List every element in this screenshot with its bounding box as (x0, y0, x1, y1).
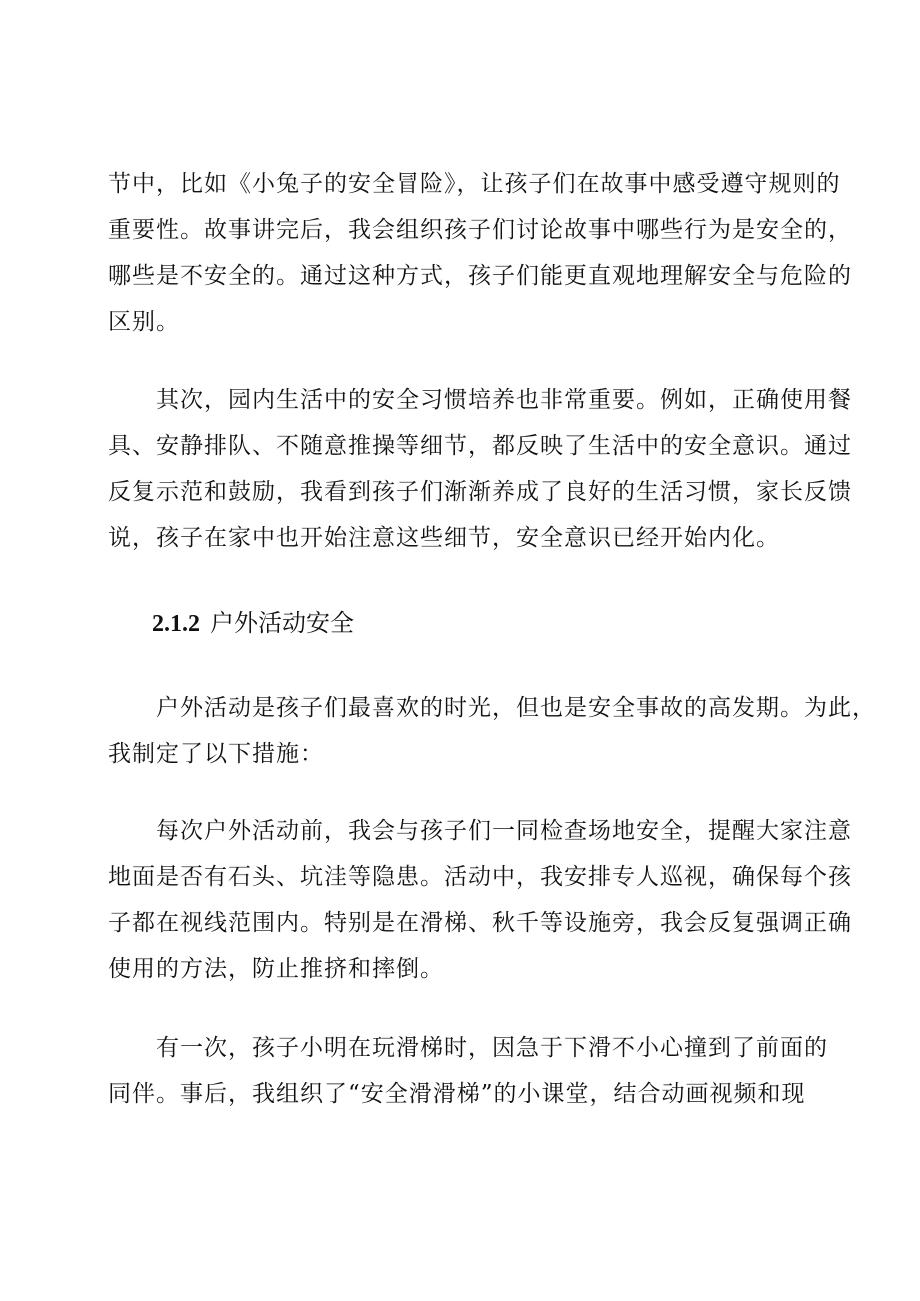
text-line: 有一次，孩子小明在玩滑梯时，因急于下滑不小心撞到了前面的 (108, 1035, 828, 1061)
text-line: 户外活动是孩子们最喜欢的时光，但也是安全事故的高发期。为此， (108, 695, 876, 721)
text-line: 说，孩子在家中也开始注意这些细节，安全意识已经开始内化。 (108, 525, 780, 551)
text-line: 地面是否有石头、坑洼等隐患。活动中，我安排专人巡视，确保每个孩 (108, 864, 852, 890)
text-line: 使用的方法，防止推挤和摔倒。 (108, 956, 444, 982)
text-line: 同伴。事后，我组织了“安全滑滑梯”的小课堂，结合动画视频和现 (108, 1081, 806, 1107)
text-line: 节中，比如《小兔子的安全冒险》，让孩子们在故事中感受遵守规则的 (108, 171, 841, 197)
text-line: 子都在视线范围内。特别是在滑梯、秋千等设施旁，我会反复强调正确 (108, 910, 852, 936)
section-heading (152, 600, 354, 647)
text-line: 我制定了以下措施： (108, 741, 324, 767)
paragraph-habits (108, 377, 852, 561)
section-number: 2.1.2 (152, 611, 200, 637)
text-line: 重要性。故事讲完后，我会组织孩子们讨论故事中哪些行为是安全的， (108, 217, 852, 243)
paragraph-incident (108, 1025, 828, 1117)
text-line: 区别。 (108, 309, 180, 335)
paragraph-story (108, 161, 852, 345)
paragraph-outdoor-intro (108, 685, 876, 777)
paragraph-outdoor-measures (108, 808, 852, 992)
text-line: 其次，园内生活中的安全习惯培养也非常重要。例如，正确使用餐 (108, 387, 852, 413)
text-line: 具、安静排队、不随意推操等细节，都反映了生活中的安全意识。通过 (108, 433, 852, 459)
text-line: 哪些是不安全的。通过这种方式，孩子们能更直观地理解安全与危险的 (108, 263, 852, 289)
text-line: 反复示范和鼓励，我看到孩子们渐渐养成了良好的生活习惯，家长反馈 (108, 479, 852, 505)
text-line: 每次户外活动前，我会与孩子们一同检查场地安全，提醒大家注意 (108, 818, 852, 844)
section-title: 户外活动安全 (210, 609, 354, 637)
